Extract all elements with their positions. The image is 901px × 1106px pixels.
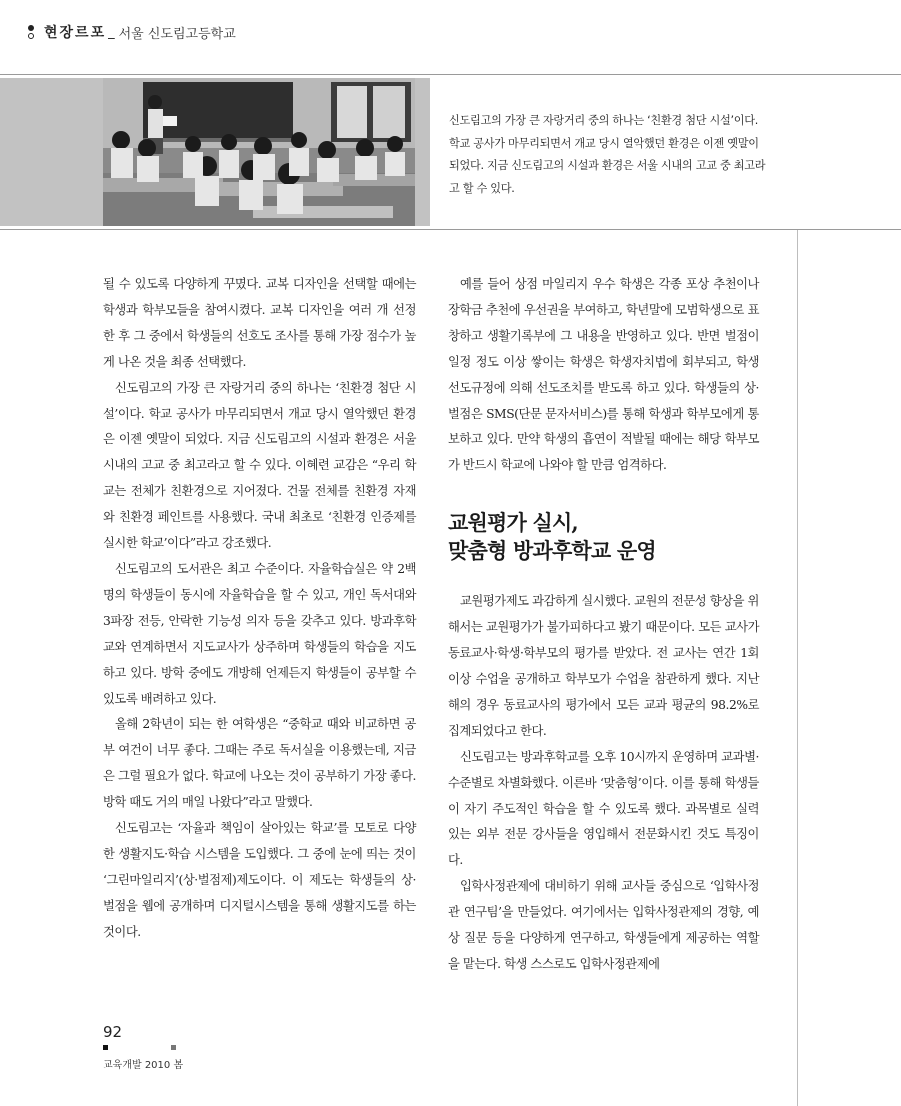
paragraph: 신도림고는 방과후학교를 오후 10시까지 운영하며 교과별·수준별로 차별화했다. 이른바 ‘맞춤형’이다. 이를 통해 학생들이 자기 주도적인 학습을 할 수 있도록 했다. 과목별로 실력 있는 외부 전문 강사들을 영입해서 전문화시킨 것도 특징이다.	[448, 749, 759, 868]
section-heading-line1: 교원평가 실시,	[448, 510, 578, 536]
bullet-dots-icon	[26, 23, 36, 41]
top-divider	[0, 74, 901, 75]
right-column	[448, 272, 759, 978]
section-label: 현장르포	[44, 25, 107, 41]
paragraph: 신도림고의 가장 큰 자랑거리 중의 하나는 ‘친환경 첨단 시설’이다. 학교 공사가 마무리되면서 개교 당시 열악했던 환경은 이젠 옛말이 되었다. 지금 신도림고의 시설과 환경은 서울 시내의 고교 중 최고라고 할 수 있다. 이혜련 교감은 “우리 학교는 전체가 친환경으로 지어졌다. 건물 전체를 친환경 자재와 친환경 페인트를 사용했다. 국내 최초로 ‘친환경 인증제를 실시한 학교’이다”라고 강조했다.	[103, 380, 416, 551]
classroom-photo	[103, 78, 415, 226]
banner-divider	[0, 229, 901, 230]
paragraph: 신도림고의 도서관은 최고 수준이다. 자율학습실은 약 2백명의 학생들이 동시에 자율학습을 할 수 있고, 개인 독서대와 3파장 전등, 안락한 기능성 의자 등을 갖추고 있다. 방과후학교와 연계하면서 지도교사가 상주하며 학생들의 학습을 지도하고 있다. 방학 중에도 개방해 언제든지 학생들이 공부할 수 있도록 배려하고 있다.	[103, 561, 416, 706]
paragraph: 예를 들어 상점 마일리지 우수 학생은 각종 포상 추천이나 장학금 추천에 우선권을 부여하고, 학년말에 모범학생으로 표창하고 생활기록부에 그 내용을 반영하고 있다. 반면 벌점이 일정 정도 이상 쌓이는 학생은 학생자치법에 회부되고, 학생 선도규정에 의해 선도조치를 받도록 하고 있다. 학생들의 상·벌점은 SMS(단문 문자서비스)를 통해 학생과 학부모에게 통보하고 있다. 만약 학생의 흡연이 적발될 때에는 해당 학부모가 반드시 학교에 나와야 할 만큼 엄격하다.	[448, 277, 759, 473]
right-margin-rule	[797, 230, 798, 1106]
paragraph: 신도림고는 ‘자율과 책임이 살아있는 학교’를 모토로 다양한 생활지도·학습 시스템을 도입했다. 그 중에 눈에 띄는 것이 ‘그린마일리지’(상·벌점제)제도이다. 이 제도는 학생들의 상·벌점을 웹에 공개하며 디지털시스템을 통해 생활지도를 하는 것이다.	[103, 821, 416, 939]
square-mark-icon	[103, 1045, 108, 1050]
paragraph: 될 수 있도록 다양하게 꾸몄다. 교복 디자인을 선택할 때에는 학생과 학부모들을 참여시켰다. 교복 디자인을 여러 개 선정한 후 그 중에서 학생들의 선호도 조사를 통해 가장 점수가 높게 나온 것을 최종 선택했다.	[103, 277, 416, 369]
photo-caption: 신도림고의 가장 큰 자랑거리 중의 하나는 ‘친환경 첨단 시설’이다. 학교 공사가 마무리되면서 개교 당시 열악했던 환경은 이젠 옛말이 되었다. 지금 신도림고의 시설과 환경은 서울 시내의 고교 중 최고라고 할 수 있다.	[449, 114, 766, 195]
paragraph: 교원평가제도 과감하게 실시했다. 교원의 전문성 향상을 위해서는 교원평가가 불가피하다고 봤기 때문이다. 모든 교사가 동료교사·학생·학부모의 평가를 받았다. 전 교사는 연간 1회 이상 수업을 공개하고 학부모가 수업을 참관하게 했다. 지난해의 경우 동료교사의 평가에서 모든 교과 평균의 98.2%로 집계되었다고 한다.	[448, 594, 759, 738]
paragraph: 입학사정관제에 대비하기 위해 교사들 중심으로 ‘입학사정관 연구팀’을 만들었다. 여기에서는 입학사정관제의 경향, 예상 질문 등을 다양하게 연구하고, 학생들에게 제공하는 역할을 맡는다. 학생 스스로도 입학사정관제에	[448, 879, 759, 971]
paragraph: 올해 2학년이 되는 한 여학생은 “중학교 때와 비교하면 공부 여건이 너무 좋다. 그때는 주로 독서실을 이용했는데, 지금은 그럴 필요가 없다. 학교에 나오는 것이 공부하기 가장 좋다. 방학 때도 거의 매일 나왔다”라고 말했다.	[103, 717, 416, 810]
page-header	[26, 22, 236, 42]
school-name: 서울 신도림고등학교	[118, 26, 236, 42]
left-column	[103, 272, 416, 946]
section-heading-line2: 맞춤형 방과후학교 운영	[448, 538, 656, 564]
section-heading	[448, 509, 759, 565]
header-separator: _	[108, 24, 115, 40]
footer-marks	[103, 1045, 177, 1051]
square-mark-icon	[171, 1045, 176, 1050]
page-number: 92	[103, 1023, 123, 1041]
journal-name: 교육개발 2010 봄	[103, 1060, 184, 1071]
